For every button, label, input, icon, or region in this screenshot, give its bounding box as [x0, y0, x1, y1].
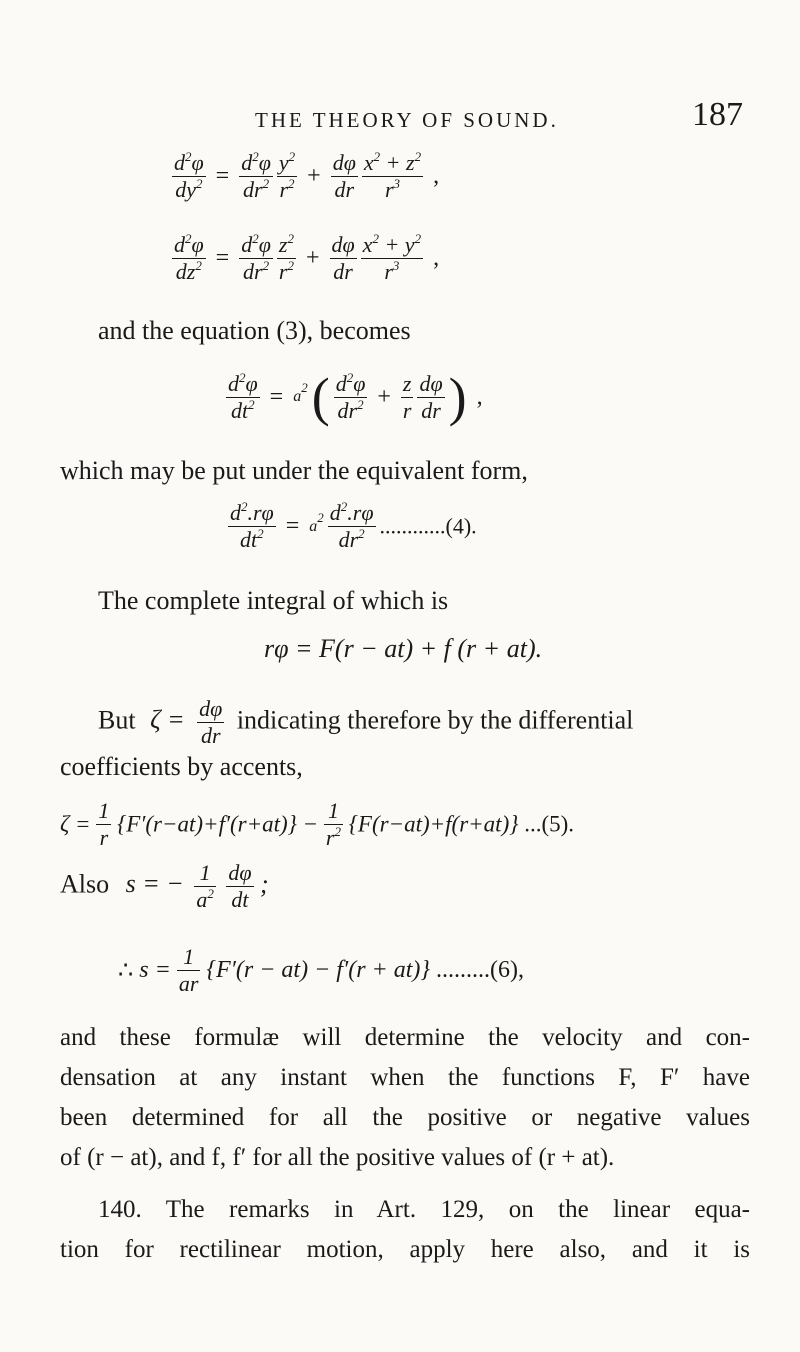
- equation-6: ∴ s = $\frac{1}{ar}$ {F′(r − at) − f′(r + at)} .........(6),: [118, 944, 524, 996]
- paragraph-formulae-line-2: densation at any instant when the functions F, F′ have: [60, 1064, 750, 1091]
- text-indicating: indicating therefore by the differential: [236, 705, 634, 735]
- paragraph-accents: coefficients by accents,: [60, 752, 303, 781]
- paragraph-also-s: Also s = − $\frac{1}{a^2}$ $\frac{d\varphi}{dt}$ ;: [60, 860, 269, 912]
- page-number: 187: [692, 96, 743, 133]
- paragraph-art-140-line-2: tion for rectilinear motion, apply here also, and it is: [60, 1236, 750, 1263]
- paragraph-equation-becomes: and the equation (3), becomes: [98, 316, 411, 345]
- equation-4: $\frac{d^2.r\varphi}{dt^2}$ = $a^2$ $\frac{d^2.r\varphi}{dr^2}$ ............(4).: [230, 499, 477, 552]
- paragraph-complete-integral: The complete integral of which is: [98, 586, 449, 615]
- paragraph-formulae-line-1: and these formulæ will determine the velocity and con-: [60, 1024, 750, 1051]
- equation-5: ζ = $\frac{1}{r}$ {F′(r−at)+f′(r+at)} − $\frac{1}{r^2}$ {F(r−at)+f(r+at)} ...(5).: [60, 798, 575, 850]
- paragraph-formulae-line-3: been determined for all the positive or negative values: [60, 1104, 750, 1131]
- eq-text-dy2: [0, 0, 1, 1]
- paragraph-but-zeta: But ζ = $\frac{d\varphi}{dr}$ indicating therefore by the differential: [98, 696, 634, 748]
- equation-d2phi-dy2: $\frac{d^2\varphi}{dy^2}$ = $\frac{d^2\varphi}{dr^2}$ $\frac{y^2}{r^2}$ + $\frac{d\varphi}{dr}$ $\frac{x^2 + z^2}{r^3}$ ,: [174, 149, 440, 202]
- paragraph-art-140-line-1: 140. The remarks in Art. 129, on the linear equa-: [98, 1196, 750, 1223]
- text-also: Also: [60, 869, 110, 899]
- running-title: THE THEORY OF SOUND.: [255, 108, 559, 132]
- equation-d2phi-dz2: $\frac{d^2\varphi}{dz^2}$ = $\frac{d^2\varphi}{dr^2}$ $\frac{z^2}{r^2}$ + $\frac{d\varphi}{dr}$ $\frac{x^2 + y^2}{r^3}$ ,: [174, 231, 440, 284]
- equation-text-store: [0, 0, 1, 1]
- paragraph-equivalent-form: which may be put under the equivalent form,: [60, 456, 528, 485]
- equation-complete-integral: rφ = F(r − at) + f (r + at).: [264, 634, 543, 663]
- text-but: But: [98, 705, 136, 735]
- paragraph-formulae-line-4: of (r − at), and f, f′ for all the positive values of (r + at).: [60, 1144, 615, 1171]
- equation-wave-spherical: $\frac{d^2\varphi}{dt^2}$ = $a^2$ ( $\frac{d^2\varphi}{dr^2}$ + $\frac{z}{r}$ $\frac{d\varphi}{dr}$ ) ,: [228, 367, 483, 427]
